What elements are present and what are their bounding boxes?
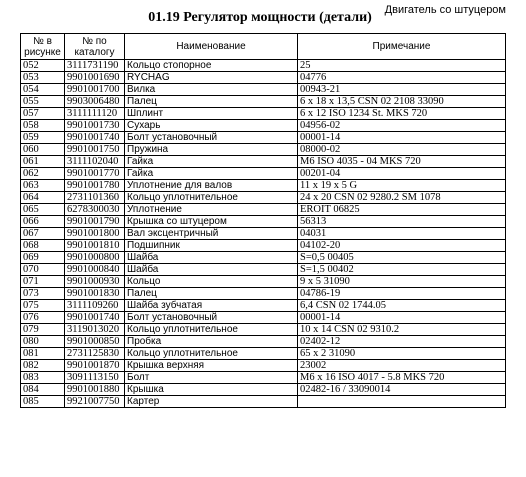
table-row bbox=[21, 348, 506, 360]
cell-position: 052 bbox=[21, 60, 65, 72]
cell-note: 04786-19 bbox=[298, 288, 506, 300]
cell-catalog-number: 9901001800 bbox=[65, 228, 125, 240]
cell-position: 060 bbox=[21, 144, 65, 156]
cell-position: 065 bbox=[21, 204, 65, 216]
page-title: 01.19 Регулятор мощности (детали) bbox=[148, 10, 372, 25]
header-note: Двигатель со штуцером bbox=[384, 4, 506, 16]
table-row bbox=[21, 360, 506, 372]
cell-name: Кольцо bbox=[125, 276, 298, 288]
cell-catalog-number: 9901001700 bbox=[65, 84, 125, 96]
cell-catalog-number: 3111102040 bbox=[65, 156, 125, 168]
cell-position: 061 bbox=[21, 156, 65, 168]
cell-note: 11 x 19 x 5 G bbox=[298, 180, 506, 192]
cell-note: 6 x 12 ISO 1234 St. MKS 720 bbox=[298, 108, 506, 120]
table-row bbox=[21, 312, 506, 324]
cell-note: EROIT 06825 bbox=[298, 204, 506, 216]
cell-note: 10 x 14 CSN 02 9310.2 bbox=[298, 324, 506, 336]
cell-catalog-number: 3111731190 bbox=[65, 60, 125, 72]
table-row bbox=[21, 84, 506, 96]
table-row bbox=[21, 168, 506, 180]
cell-position: 080 bbox=[21, 336, 65, 348]
cell-name: Гайка bbox=[125, 156, 298, 168]
cell-catalog-number: 9901000930 bbox=[65, 276, 125, 288]
cell-name: Крышка верхняя bbox=[125, 360, 298, 372]
cell-catalog-number: 2731101360 bbox=[65, 192, 125, 204]
column-header-catalog: № по каталогу bbox=[65, 34, 125, 60]
cell-name: Шплинт bbox=[125, 108, 298, 120]
cell-name: Крышка со штуцером bbox=[125, 216, 298, 228]
cell-note: M6 x 16 ISO 4017 - 5.8 MKS 720 bbox=[298, 372, 506, 384]
cell-position: 076 bbox=[21, 312, 65, 324]
table-row bbox=[21, 276, 506, 288]
cell-position: 082 bbox=[21, 360, 65, 372]
cell-name: Крышка bbox=[125, 384, 298, 396]
table-row bbox=[21, 300, 506, 312]
table-row bbox=[21, 204, 506, 216]
cell-name: Кольцо стопорное bbox=[125, 60, 298, 72]
cell-catalog-number: 6278300030 bbox=[65, 204, 125, 216]
cell-position: 055 bbox=[21, 96, 65, 108]
cell-note: 00201-04 bbox=[298, 168, 506, 180]
cell-note bbox=[298, 396, 506, 408]
table-row bbox=[21, 144, 506, 156]
table-row bbox=[21, 264, 506, 276]
cell-note: 02402-12 bbox=[298, 336, 506, 348]
table-row bbox=[21, 180, 506, 192]
cell-position: 085 bbox=[21, 396, 65, 408]
cell-note: 08000-02 bbox=[298, 144, 506, 156]
table-row bbox=[21, 324, 506, 336]
table-row bbox=[21, 240, 506, 252]
table-row bbox=[21, 396, 506, 408]
cell-catalog-number: 9901001880 bbox=[65, 384, 125, 396]
cell-name: Палец bbox=[125, 96, 298, 108]
cell-name: Пружина bbox=[125, 144, 298, 156]
table-row bbox=[21, 372, 506, 384]
cell-position: 070 bbox=[21, 264, 65, 276]
cell-note: 00001-14 bbox=[298, 132, 506, 144]
table-row bbox=[21, 120, 506, 132]
table-row bbox=[21, 132, 506, 144]
cell-catalog-number: 3111109260 bbox=[65, 300, 125, 312]
cell-name: Пробка bbox=[125, 336, 298, 348]
cell-note: 00943-21 bbox=[298, 84, 506, 96]
table-row bbox=[21, 252, 506, 264]
cell-note: 25 bbox=[298, 60, 506, 72]
column-header-note: Примечание bbox=[298, 34, 506, 60]
cell-position: 083 bbox=[21, 372, 65, 384]
cell-name: Шайба bbox=[125, 264, 298, 276]
cell-catalog-number: 3111111120 bbox=[65, 108, 125, 120]
cell-catalog-number: 2731125830 bbox=[65, 348, 125, 360]
cell-position: 068 bbox=[21, 240, 65, 252]
cell-note: 24 x 20 CSN 02 9280.2 SM 1078 bbox=[298, 192, 506, 204]
table-row bbox=[21, 336, 506, 348]
cell-catalog-number: 9903006480 bbox=[65, 96, 125, 108]
cell-catalog-number: 9921007750 bbox=[65, 396, 125, 408]
table-row bbox=[21, 216, 506, 228]
cell-position: 084 bbox=[21, 384, 65, 396]
table-row bbox=[21, 192, 506, 204]
cell-note: 04102-20 bbox=[298, 240, 506, 252]
cell-catalog-number: 9901001690 bbox=[65, 72, 125, 84]
cell-name: Гайка bbox=[125, 168, 298, 180]
cell-position: 079 bbox=[21, 324, 65, 336]
cell-note: 04031 bbox=[298, 228, 506, 240]
cell-name: Болт установочный bbox=[125, 312, 298, 324]
table-row bbox=[21, 288, 506, 300]
cell-catalog-number: 9901001740 bbox=[65, 132, 125, 144]
cell-name: Кольцо уплотнительное bbox=[125, 348, 298, 360]
parts-table bbox=[20, 33, 506, 408]
table-row bbox=[21, 96, 506, 108]
cell-note: M6 ISO 4035 - 04 MKS 720 bbox=[298, 156, 506, 168]
cell-name: Картер bbox=[125, 396, 298, 408]
cell-position: 071 bbox=[21, 276, 65, 288]
cell-catalog-number: 9901001790 bbox=[65, 216, 125, 228]
cell-note: S=0,5 00405 bbox=[298, 252, 506, 264]
cell-note: 6,4 CSN 02 1744.05 bbox=[298, 300, 506, 312]
table-row bbox=[21, 60, 506, 72]
cell-catalog-number: 9901001780 bbox=[65, 180, 125, 192]
cell-name: Болт bbox=[125, 372, 298, 384]
cell-catalog-number: 9901001770 bbox=[65, 168, 125, 180]
cell-catalog-number: 9901001740 bbox=[65, 312, 125, 324]
cell-name: Вал эксцентричный bbox=[125, 228, 298, 240]
cell-position: 054 bbox=[21, 84, 65, 96]
cell-note: 04776 bbox=[298, 72, 506, 84]
cell-position: 073 bbox=[21, 288, 65, 300]
column-header-name: Наименование bbox=[125, 34, 298, 60]
cell-catalog-number: 3091113150 bbox=[65, 372, 125, 384]
cell-position: 081 bbox=[21, 348, 65, 360]
cell-position: 053 bbox=[21, 72, 65, 84]
cell-catalog-number: 9901001750 bbox=[65, 144, 125, 156]
cell-position: 058 bbox=[21, 120, 65, 132]
cell-name: Болт установочный bbox=[125, 132, 298, 144]
cell-name: Палец bbox=[125, 288, 298, 300]
cell-position: 059 bbox=[21, 132, 65, 144]
cell-name: Кольцо уплотнительное bbox=[125, 324, 298, 336]
cell-note: S=1,5 00402 bbox=[298, 264, 506, 276]
cell-name: Уплотнение bbox=[125, 204, 298, 216]
cell-catalog-number: 9901001870 bbox=[65, 360, 125, 372]
cell-name: Подшипник bbox=[125, 240, 298, 252]
cell-position: 075 bbox=[21, 300, 65, 312]
column-header-position: № в рисунке bbox=[21, 34, 65, 60]
cell-name: Кольцо уплотнительное bbox=[125, 192, 298, 204]
cell-note: 9 x 5 31090 bbox=[298, 276, 506, 288]
table-row bbox=[21, 72, 506, 84]
cell-catalog-number: 9901001730 bbox=[65, 120, 125, 132]
cell-name: Вилка bbox=[125, 84, 298, 96]
table-row bbox=[21, 156, 506, 168]
cell-note: 65 x 2 31090 bbox=[298, 348, 506, 360]
cell-name: Уплотнение для валов bbox=[125, 180, 298, 192]
table-row bbox=[21, 108, 506, 120]
cell-catalog-number: 9901001810 bbox=[65, 240, 125, 252]
cell-name: Шайба зубчатая bbox=[125, 300, 298, 312]
cell-catalog-number: 9901000800 bbox=[65, 252, 125, 264]
cell-name: Сухарь bbox=[125, 120, 298, 132]
cell-note: 6 x 18 x 13,5 CSN 02 2108 33090 bbox=[298, 96, 506, 108]
cell-position: 066 bbox=[21, 216, 65, 228]
cell-position: 067 bbox=[21, 228, 65, 240]
cell-catalog-number: 9901000850 bbox=[65, 336, 125, 348]
cell-position: 064 bbox=[21, 192, 65, 204]
cell-catalog-number: 9901001830 bbox=[65, 288, 125, 300]
cell-note: 04956-02 bbox=[298, 120, 506, 132]
cell-note: 00001-14 bbox=[298, 312, 506, 324]
table-header-row bbox=[21, 34, 506, 60]
cell-position: 062 bbox=[21, 168, 65, 180]
cell-note: 23002 bbox=[298, 360, 506, 372]
cell-position: 057 bbox=[21, 108, 65, 120]
cell-name: Шайба bbox=[125, 252, 298, 264]
cell-note: 02482-16 / 33090014 bbox=[298, 384, 506, 396]
table-body bbox=[21, 60, 506, 408]
table-row bbox=[21, 228, 506, 240]
cell-position: 063 bbox=[21, 180, 65, 192]
table-row bbox=[21, 384, 506, 396]
cell-name: RYCHAG bbox=[125, 72, 298, 84]
cell-catalog-number: 9901000840 bbox=[65, 264, 125, 276]
cell-note: 56313 bbox=[298, 216, 506, 228]
cell-position: 069 bbox=[21, 252, 65, 264]
cell-catalog-number: 3119013020 bbox=[65, 324, 125, 336]
